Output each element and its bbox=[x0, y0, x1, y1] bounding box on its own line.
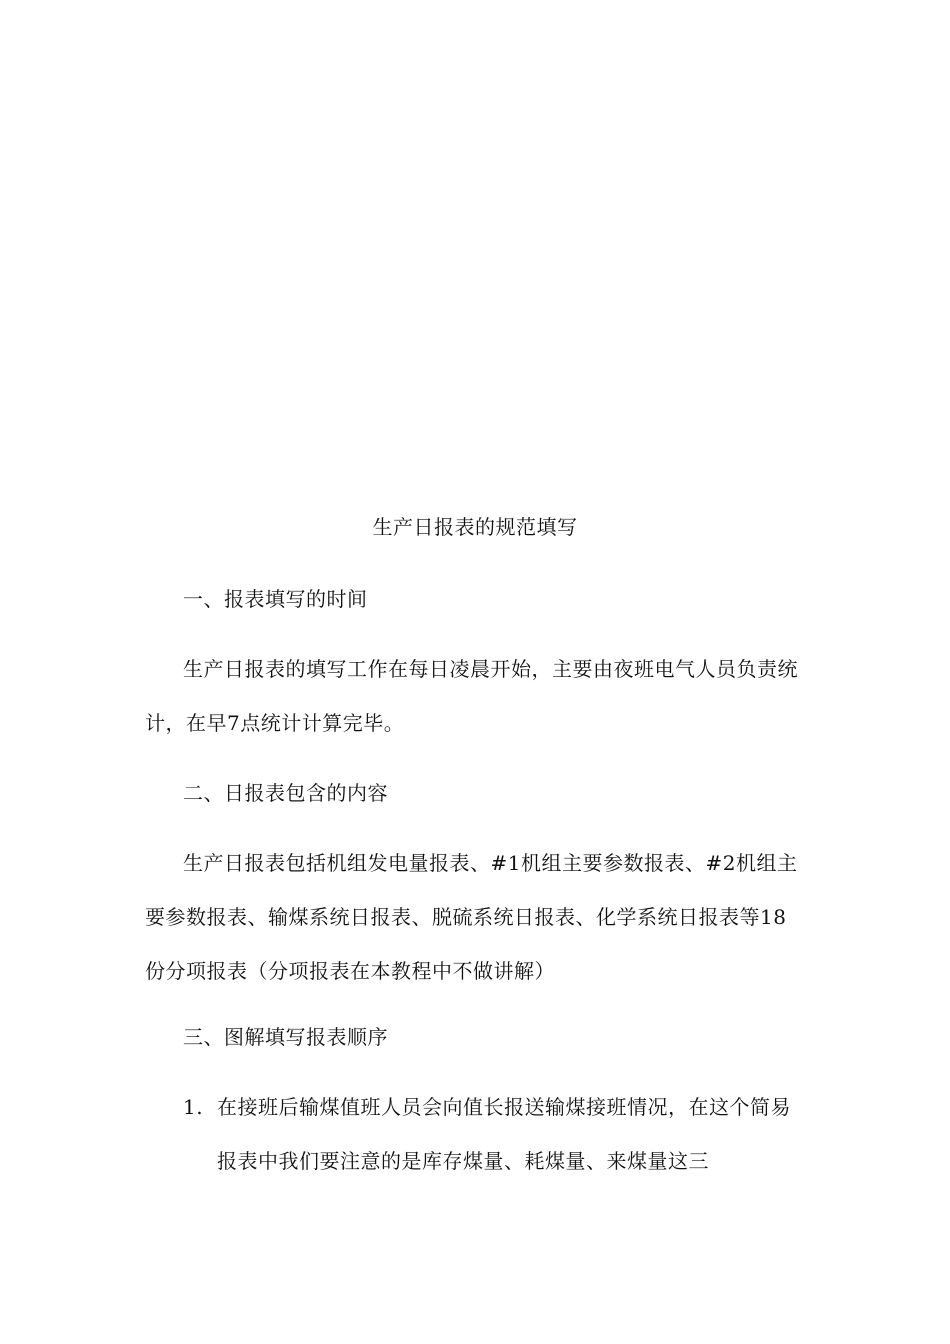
section-paragraph-1: 生产日报表的填写工作在每日凌晨开始，主要由夜班电气人员负责统计，在早7点统计计算完毕。 bbox=[145, 657, 798, 735]
section-heading-1: 一、报表填写的时间 bbox=[183, 587, 368, 611]
list-item bbox=[183, 1080, 803, 1188]
section-heading-2: 二、日报表包含的内容 bbox=[183, 781, 388, 805]
list-item-text: 在接班后输煤值班人员会向值长报送输煤接班情况，在这个简易报表中我们要注意的是库存煤量、耗煤量、来煤量这三 bbox=[217, 1095, 791, 1173]
section-paragraph-2: 生产日报表包括机组发电量报表、#1机组主要参数报表、#2机组主要参数报表、输煤系统日报表、脱硫系统日报表、化学系统日报表等18份分项报表（分项报表在本教程中不做讲解） bbox=[145, 851, 798, 983]
section-heading-3: 三、图解填写报表顺序 bbox=[183, 1025, 388, 1049]
list-item-number: 1. bbox=[183, 1095, 204, 1119]
document-title: 生产日报表的规范填写 bbox=[372, 515, 578, 539]
